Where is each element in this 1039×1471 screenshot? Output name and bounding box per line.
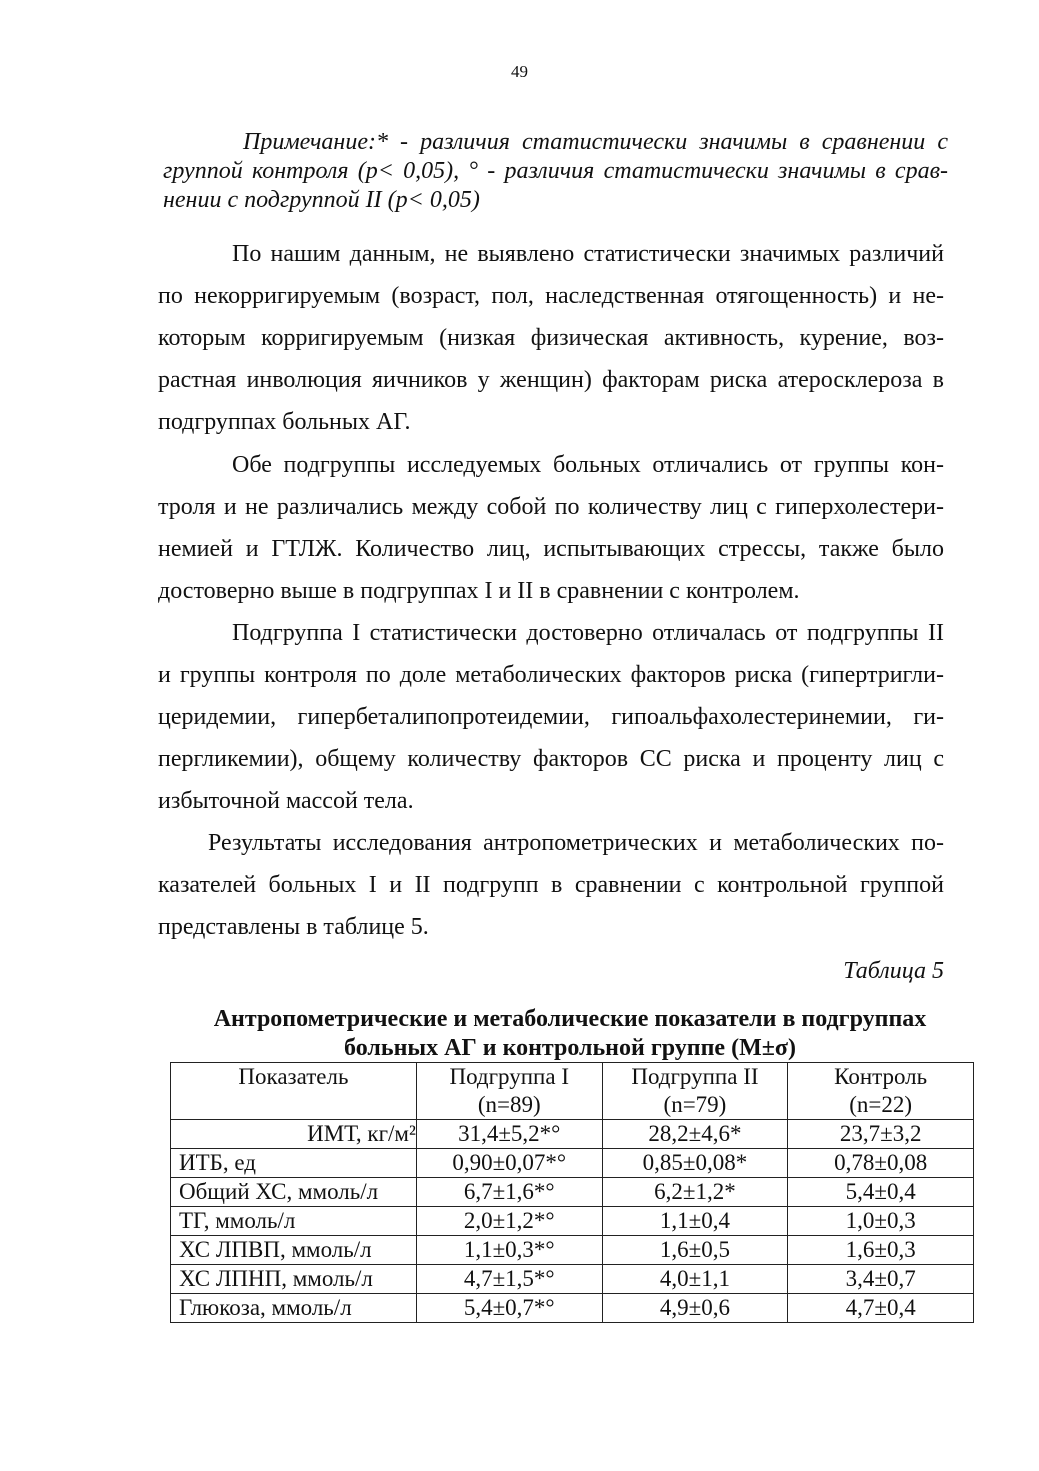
row-label: ХС ЛПНП, ммоль/л <box>171 1265 417 1294</box>
table-header-row <box>171 1063 974 1120</box>
table-cell: 1,1±0,3*° <box>416 1236 602 1265</box>
table-cell: 31,4±5,2*° <box>416 1120 602 1149</box>
table-row <box>171 1178 974 1207</box>
paragraph-line: растная инволюция яичников у женщин) факторам риска атеросклероза в <box>158 367 944 393</box>
paragraph-line: и группы контроля по доле метаболических факторов риска (гипертригли- <box>158 662 944 688</box>
paragraph-line: по некорригируемым (возраст, пол, наследственная отягощенность) и не- <box>158 283 944 309</box>
paragraph-line: Подгруппа I статистически достоверно отличалась от подгруппы II <box>232 620 944 646</box>
table-label: Таблица 5 <box>843 958 944 984</box>
footnote-line: Примечание:* - различия статистически значимы в сравнении с <box>243 129 948 155</box>
table-row <box>171 1120 974 1149</box>
table-row <box>171 1207 974 1236</box>
header-cell: Показатель <box>171 1063 417 1120</box>
data-table <box>170 1062 974 1323</box>
table-cell: 1,6±0,5 <box>602 1236 788 1265</box>
row-label: ИМТ, кг/м² <box>171 1120 417 1149</box>
table-cell: 0,85±0,08* <box>602 1149 788 1178</box>
paragraph-line: троля и не различались между собой по количеству лиц с гиперхолестери- <box>158 494 944 520</box>
table-row <box>171 1236 974 1265</box>
row-label: ХС ЛПВП, ммоль/л <box>171 1236 417 1265</box>
paragraph-line: церидемии, гипербеталипопротеидемии, гипоальфахолестеринемии, ги- <box>158 704 944 730</box>
paragraph-3 <box>158 612 944 822</box>
table-cell: 1,0±0,3 <box>788 1207 974 1236</box>
header-cell: Подгруппа II (n=79) <box>602 1063 788 1120</box>
table-footnote <box>163 128 948 215</box>
row-label: ИТБ, ед <box>171 1149 417 1178</box>
table-row <box>171 1149 974 1178</box>
paragraph-line: немией и ГТЛЖ. Количество лиц, испытывающих стрессы, также было <box>158 536 944 562</box>
table-cell: 3,4±0,7 <box>788 1265 974 1294</box>
header-cell: Контроль (n=22) <box>788 1063 974 1120</box>
paragraph-line: Обе подгруппы исследуемых больных отличались от группы кон- <box>232 452 944 478</box>
table-title <box>170 1005 970 1063</box>
table-cell: 28,2±4,6* <box>602 1120 788 1149</box>
paragraph-line: достоверно выше в подгруппах I и II в сравнении с контролем. <box>158 578 800 604</box>
row-label: Глюкоза, ммоль/л <box>171 1294 417 1323</box>
table-cell: 1,1±0,4 <box>602 1207 788 1236</box>
table-title-line: больных АГ и контрольной группе (M±σ) <box>344 1035 796 1061</box>
table-row <box>171 1265 974 1294</box>
footnote-line: группой контроля (р< 0,05), ° - различия статистически значимы в срав- <box>163 158 948 184</box>
paragraph-line: подгруппах больных АГ. <box>158 409 411 435</box>
table-cell: 6,7±1,6*° <box>416 1178 602 1207</box>
paragraph-line: казателей больных I и II подгрупп в сравнении с контрольной группой <box>158 872 944 898</box>
page-number: 49 <box>511 62 528 81</box>
paragraph-line: избыточной массой тела. <box>158 788 414 814</box>
table-cell: 4,9±0,6 <box>602 1294 788 1323</box>
table-cell: 6,2±1,2* <box>602 1178 788 1207</box>
table-cell: 4,0±1,1 <box>602 1265 788 1294</box>
paragraph-line: Результаты исследования антропометрических и метаболических по- <box>208 830 944 856</box>
table-cell: 1,6±0,3 <box>788 1236 974 1265</box>
paragraph-4 <box>158 822 944 948</box>
paragraph-line: По нашим данным, не выявлено статистически значимых различий <box>232 241 944 267</box>
header-cell: Подгруппа I (n=89) <box>416 1063 602 1120</box>
paragraph-line: пергликемии), общему количеству факторов СС риска и проценту лиц с <box>158 746 944 772</box>
row-label: Общий ХС, ммоль/л <box>171 1178 417 1207</box>
row-label: ТГ, ммоль/л <box>171 1207 417 1236</box>
paragraph-2 <box>158 444 944 612</box>
paragraph-1 <box>158 233 944 443</box>
table-cell: 0,90±0,07*° <box>416 1149 602 1178</box>
table-row <box>171 1294 974 1323</box>
paragraph-line: представлены в таблице 5. <box>158 914 429 940</box>
paragraph-line: которым корригируемым (низкая физическая активность, курение, воз- <box>158 325 944 351</box>
table-cell: 2,0±1,2*° <box>416 1207 602 1236</box>
table-cell: 4,7±1,5*° <box>416 1265 602 1294</box>
footnote-line: нении с подгруппой II (р< 0,05) <box>163 187 480 213</box>
table-title-line: Антропометрические и метаболические показатели в подгруппах <box>213 1006 927 1032</box>
table-cell: 0,78±0,08 <box>788 1149 974 1178</box>
table-cell: 23,7±3,2 <box>788 1120 974 1149</box>
table-cell: 5,4±0,7*° <box>416 1294 602 1323</box>
table-cell: 5,4±0,4 <box>788 1178 974 1207</box>
table-cell: 4,7±0,4 <box>788 1294 974 1323</box>
